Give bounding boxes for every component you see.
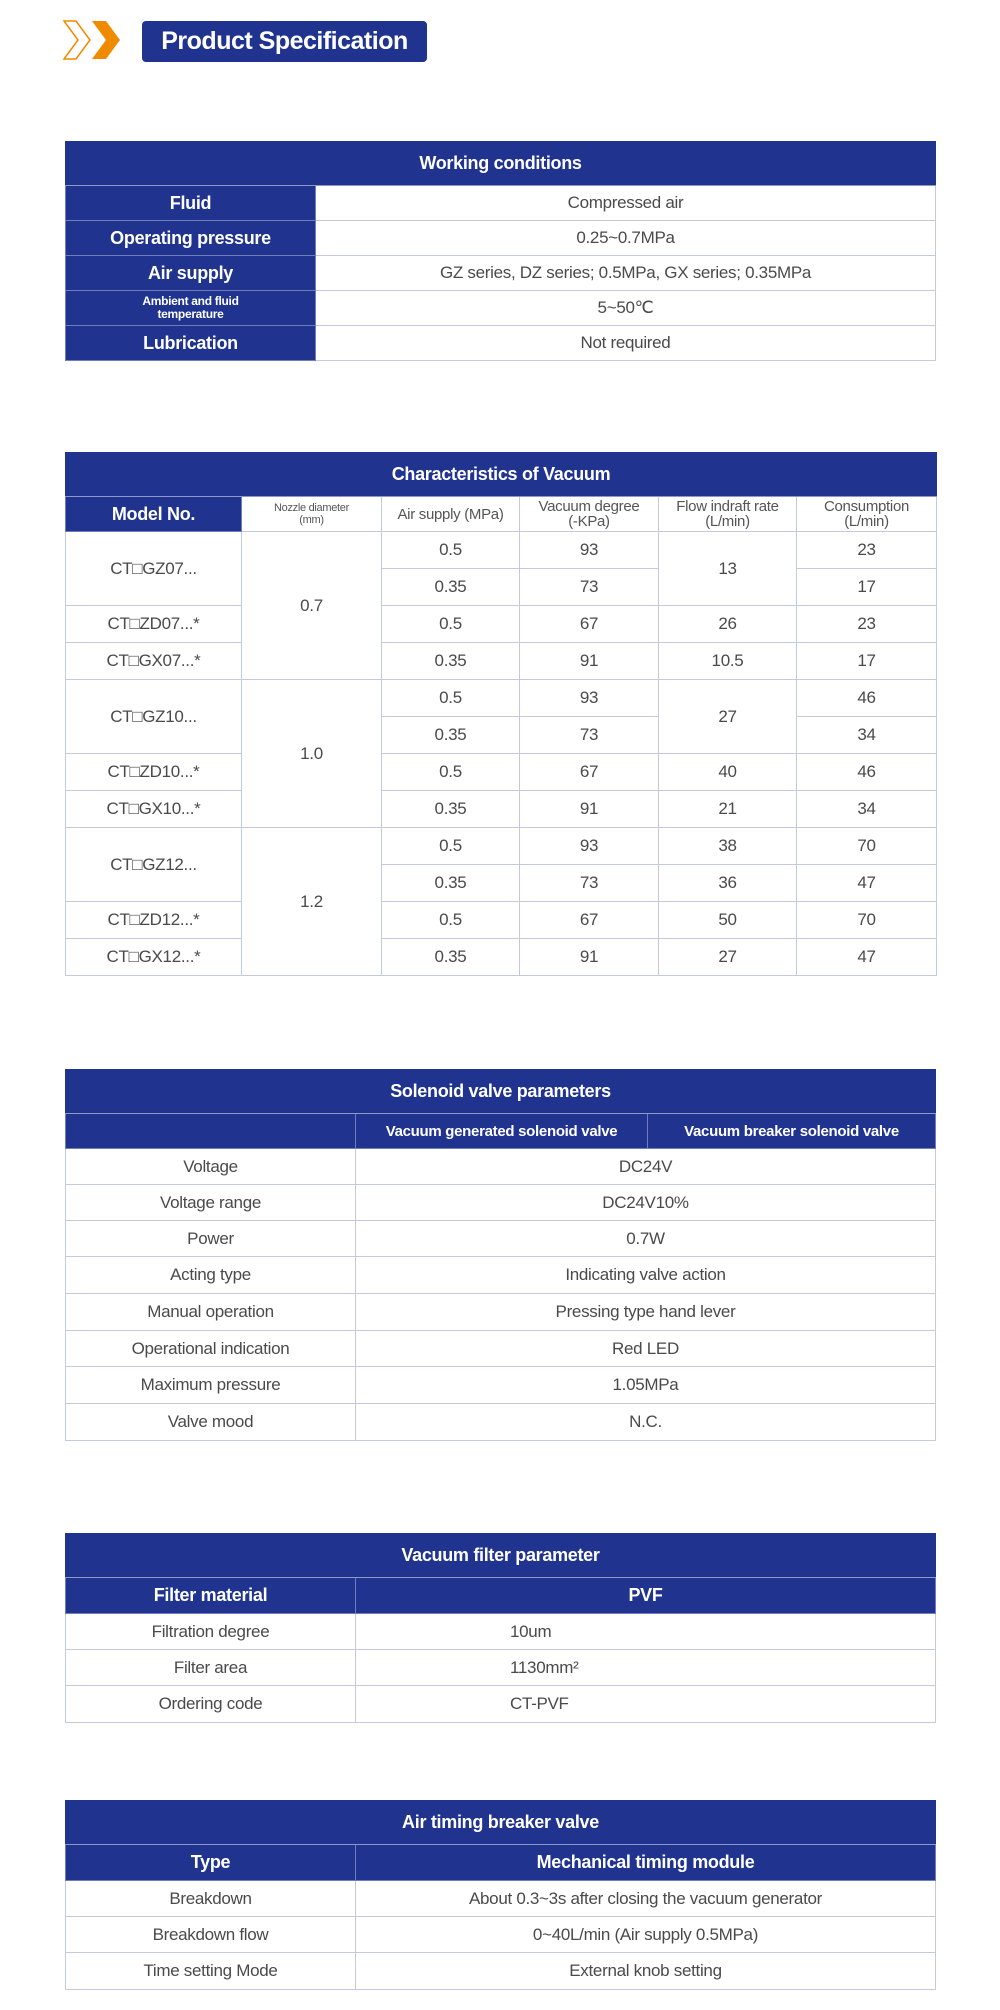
air-cell: 0.5 [382, 606, 520, 643]
air-cell: 0.35 [382, 569, 520, 606]
air-cell: 0.35 [382, 791, 520, 828]
vacuum-cell: 67 [520, 606, 659, 643]
consumption-cell: 46 [797, 680, 937, 717]
row-value: GZ series, DZ series; 0.5MPa, GX series; 0.35MPa [316, 256, 936, 291]
nozzle-cell: 1.0 [242, 680, 382, 828]
model-cell: CT□GX07...* [66, 643, 242, 680]
row-label: Voltage range [66, 1185, 356, 1221]
row-value: 5~50℃ [316, 291, 936, 326]
column-header-row [66, 497, 937, 532]
consumption-cell: 34 [797, 717, 937, 754]
table-row [66, 1917, 936, 1953]
air-cell: 0.35 [382, 939, 520, 976]
model-cell: CT□GZ07... [66, 532, 242, 606]
flow-cell: 27 [659, 939, 797, 976]
flow-cell: 21 [659, 791, 797, 828]
column-header: Flow indraft rate (L/min) [659, 497, 797, 532]
column-header: Type [66, 1845, 356, 1881]
model-cell: CT□GZ10... [66, 680, 242, 754]
table-row [66, 221, 936, 256]
vacuum-filter-table [65, 1533, 936, 1723]
flow-cell: 40 [659, 754, 797, 791]
flow-cell: 26 [659, 606, 797, 643]
table-row [66, 1149, 936, 1185]
nozzle-cell: 0.7 [242, 532, 382, 680]
model-cell: CT□ZD07...* [66, 606, 242, 643]
solenoid-valve-table [65, 1069, 936, 1441]
table-row [66, 1404, 936, 1441]
working-conditions-table [65, 141, 936, 361]
row-label: Air supply [66, 256, 316, 291]
air-cell: 0.5 [382, 532, 520, 569]
vacuum-cell: 91 [520, 643, 659, 680]
vacuum-cell: 73 [520, 717, 659, 754]
row-label: Operational indication [66, 1331, 356, 1367]
row-value: About 0.3~3s after closing the vacuum generator [356, 1881, 936, 1917]
table-row [66, 828, 937, 865]
vacuum-cell: 91 [520, 939, 659, 976]
row-label: Filter area [66, 1650, 356, 1686]
table-row [66, 1257, 936, 1294]
table-row [66, 1367, 936, 1404]
air-cell: 0.35 [382, 865, 520, 902]
row-label: Ordering code [66, 1686, 356, 1723]
row-value: Indicating valve action [356, 1257, 936, 1294]
consumption-cell: 47 [797, 865, 937, 902]
column-header-row [66, 1578, 936, 1614]
row-label: Acting type [66, 1257, 356, 1294]
table-title: Solenoid valve parameters [66, 1070, 936, 1114]
consumption-cell: 23 [797, 606, 937, 643]
table-row [66, 791, 937, 828]
consumption-cell: 46 [797, 754, 937, 791]
row-value: 10um [356, 1614, 936, 1650]
vacuum-cell: 73 [520, 865, 659, 902]
table-row [66, 326, 936, 361]
row-value: DC24V10% [356, 1185, 936, 1221]
table-row [66, 532, 937, 569]
vacuum-cell: 93 [520, 680, 659, 717]
column-header: Vacuum degree (-KPa) [520, 497, 659, 532]
row-label: Lubrication [66, 326, 316, 361]
table-row [66, 1331, 936, 1367]
row-label: Manual operation [66, 1294, 356, 1331]
row-value: Red LED [356, 1331, 936, 1367]
column-header: Vacuum generated solenoid valve [356, 1114, 648, 1149]
row-label: Operating pressure [66, 221, 316, 256]
table-title: Working conditions [66, 142, 936, 186]
table-row [66, 606, 937, 643]
consumption-cell: 70 [797, 902, 937, 939]
model-cell: CT□GX10...* [66, 791, 242, 828]
table-title: Characteristics of Vacuum [66, 453, 937, 497]
air-cell: 0.35 [382, 717, 520, 754]
air-cell: 0.5 [382, 754, 520, 791]
vacuum-cell: 67 [520, 754, 659, 791]
consumption-cell: 47 [797, 939, 937, 976]
row-value: 0~40L/min (Air supply 0.5MPa) [356, 1917, 936, 1953]
table-row [66, 643, 937, 680]
table-row [66, 754, 937, 791]
flow-cell: 50 [659, 902, 797, 939]
row-label: Ambient and fluid temperature [66, 291, 316, 326]
row-label: Fluid [66, 186, 316, 221]
table-row [66, 902, 937, 939]
column-header: Filter material [66, 1578, 356, 1614]
consumption-cell: 70 [797, 828, 937, 865]
model-cell: CT□ZD10...* [66, 754, 242, 791]
model-cell: CT□ZD12...* [66, 902, 242, 939]
table-row [66, 1686, 936, 1723]
consumption-cell: 17 [797, 569, 937, 606]
table-row [66, 256, 936, 291]
air-cell: 0.5 [382, 828, 520, 865]
row-label: Time setting Mode [66, 1953, 356, 1990]
table-row [66, 1953, 936, 1990]
consumption-cell: 23 [797, 532, 937, 569]
column-header: Vacuum breaker solenoid valve [648, 1114, 936, 1149]
vacuum-cell: 91 [520, 791, 659, 828]
row-value: N.C. [356, 1404, 936, 1441]
table-row [66, 291, 936, 326]
column-header: PVF [356, 1578, 936, 1614]
consumption-cell: 34 [797, 791, 937, 828]
column-header: Model No. [66, 497, 242, 532]
column-header: Consumption (L/min) [797, 497, 937, 532]
air-timing-breaker-table [65, 1800, 936, 1990]
air-cell: 0.5 [382, 902, 520, 939]
row-label: Valve mood [66, 1404, 356, 1441]
table-row [66, 186, 936, 221]
vacuum-cell: 93 [520, 532, 659, 569]
row-label: Breakdown [66, 1881, 356, 1917]
vacuum-cell: 73 [520, 569, 659, 606]
row-value: Compressed air [316, 186, 936, 221]
vacuum-characteristics-table [65, 452, 937, 976]
vacuum-cell: 93 [520, 828, 659, 865]
consumption-cell: 17 [797, 643, 937, 680]
flow-cell: 36 [659, 865, 797, 902]
row-value: 0.25~0.7MPa [316, 221, 936, 256]
nozzle-cell: 1.2 [242, 828, 382, 976]
table-row [66, 680, 937, 717]
flow-cell: 27 [659, 680, 797, 754]
row-value: External knob setting [356, 1953, 936, 1990]
row-value: CT-PVF [356, 1686, 936, 1723]
row-label: Power [66, 1221, 356, 1257]
model-cell: CT□GX12...* [66, 939, 242, 976]
table-title: Vacuum filter parameter [66, 1534, 936, 1578]
air-cell: 0.35 [382, 643, 520, 680]
table-row [66, 1881, 936, 1917]
table-row [66, 1294, 936, 1331]
row-label: Voltage [66, 1149, 356, 1185]
double-chevron-icon [62, 19, 130, 61]
table-row [66, 1650, 936, 1686]
vacuum-cell: 67 [520, 902, 659, 939]
table-row [66, 939, 937, 976]
flow-cell: 13 [659, 532, 797, 606]
row-value: Not required [316, 326, 936, 361]
row-label: Breakdown flow [66, 1917, 356, 1953]
row-value: 1130mm² [356, 1650, 936, 1686]
row-value: DC24V [356, 1149, 936, 1185]
row-value: Pressing type hand lever [356, 1294, 936, 1331]
row-label: Filtration degree [66, 1614, 356, 1650]
row-value: 0.7W [356, 1221, 936, 1257]
column-header-row [66, 1845, 936, 1881]
row-label: Maximum pressure [66, 1367, 356, 1404]
flow-cell: 10.5 [659, 643, 797, 680]
table-row [66, 1185, 936, 1221]
table-row [66, 1614, 936, 1650]
table-title: Air timing breaker valve [66, 1801, 936, 1845]
column-header-empty [66, 1114, 356, 1149]
flow-cell: 38 [659, 828, 797, 865]
column-header-row [66, 1114, 936, 1149]
page-title: Product Specification [142, 21, 427, 62]
table-row [66, 1221, 936, 1257]
column-header: Mechanical timing module [356, 1845, 936, 1881]
model-cell: CT□GZ12... [66, 828, 242, 902]
row-value: 1.05MPa [356, 1367, 936, 1404]
column-header: Nozzle diameter (mm) [242, 497, 382, 532]
air-cell: 0.5 [382, 680, 520, 717]
column-header: Air supply (MPa) [382, 497, 520, 532]
